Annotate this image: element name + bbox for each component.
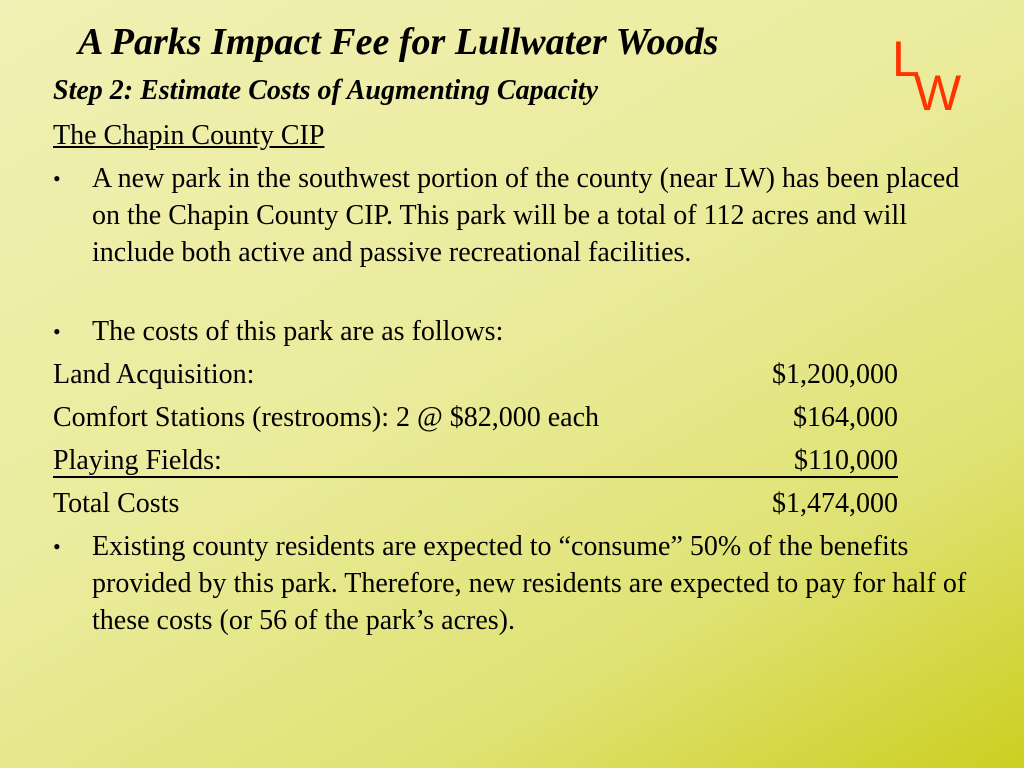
- cost-row-comfort-stations: [53, 399, 898, 436]
- cost-amount: $1,474,000: [772, 488, 898, 519]
- cost-amount: $110,000: [794, 445, 898, 476]
- bullet-costs-intro: [53, 313, 993, 350]
- cost-row-land-acquisition: [53, 356, 898, 393]
- cost-row-total: [53, 485, 898, 522]
- cost-label: Total Costs: [53, 488, 180, 519]
- logo-letter-l: L: [892, 31, 920, 87]
- bullet-text: The costs of this park are as follows:: [92, 316, 504, 347]
- cost-label: Comfort Stations (restrooms): 2 @ $82,000 each: [53, 402, 600, 433]
- slide-subtitle: Step 2: Estimate Costs of Augmenting Capacity: [53, 75, 599, 106]
- bullet-text: Existing county residents are expected to “consume” 50% of the benefits provided by this park. Therefore, new residents are expected to pay for half of these costs (or 56 of the park’s acres).: [92, 531, 967, 636]
- cost-label: Playing Fields:: [53, 445, 222, 476]
- lw-logo-icon: [884, 30, 984, 125]
- bullet-text: A new park in the southwest portion of the county (near LW) has been placed on the Chapin County CIP. This park will be a total of 112 acres and will include both active and passive recreational facilities.: [92, 163, 960, 268]
- bullet-dot-icon: •: [53, 534, 61, 559]
- cost-label: Land Acquisition:: [53, 359, 255, 390]
- bullet-dot-icon: •: [53, 319, 61, 344]
- cost-amount: $1,200,000: [772, 359, 898, 390]
- section-heading: The Chapin County CIP: [53, 120, 325, 151]
- cost-row-playing-fields: [53, 442, 898, 478]
- bullet-resident-share: [53, 528, 993, 639]
- slide-title: A Parks Impact Fee for Lullwater Woods: [78, 21, 719, 63]
- cost-amount: $164,000: [793, 402, 898, 433]
- bullet-park-description: [53, 160, 993, 271]
- logo-letter-w: W: [914, 65, 962, 121]
- bullet-dot-icon: •: [53, 166, 61, 191]
